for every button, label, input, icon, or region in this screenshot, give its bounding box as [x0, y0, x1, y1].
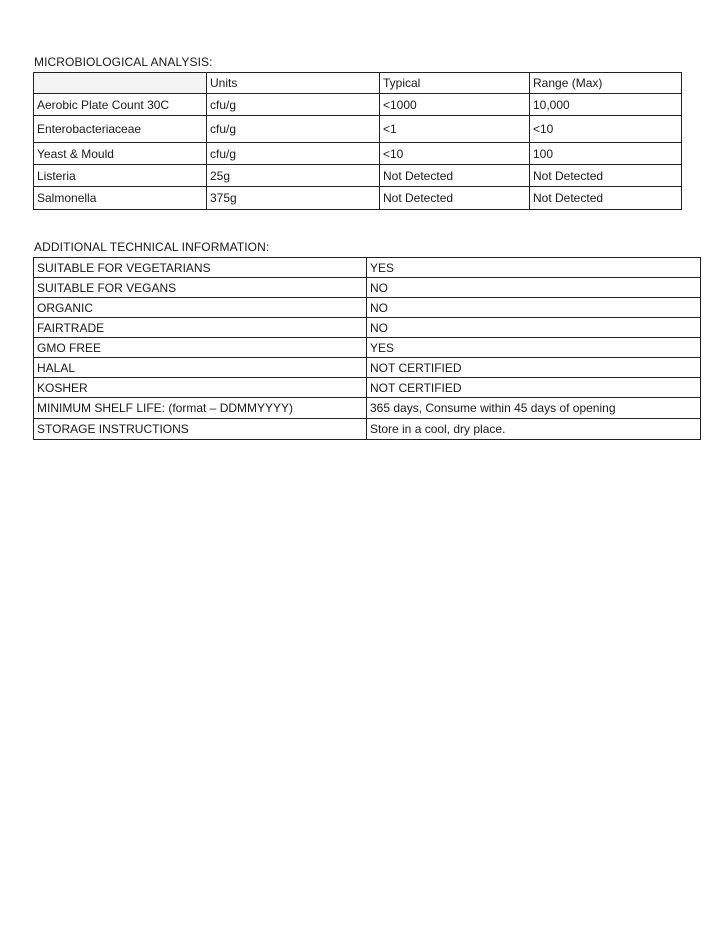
table-row [34, 258, 701, 278]
table-cell: Not Detected [380, 187, 530, 210]
technical-information-table [33, 257, 701, 440]
table-cell: Not Detected [380, 165, 530, 187]
table-cell-key: STORAGE INSTRUCTIONS [34, 419, 367, 440]
table-cell: Not Detected [530, 187, 682, 210]
table-cell: <1 [380, 116, 530, 143]
table-cell-value: NO [367, 278, 701, 298]
table-row [34, 94, 682, 116]
table-cell-key: MINIMUM SHELF LIFE: (format – DDMMYYYY) [34, 398, 367, 419]
table-cell: 10,000 [530, 94, 682, 116]
table-cell: <10 [380, 143, 530, 165]
table-cell: Salmonella [34, 187, 207, 210]
table-cell-key: SUITABLE FOR VEGANS [34, 278, 367, 298]
table-row [34, 187, 682, 210]
table-cell-value: NOT CERTIFIED [367, 378, 701, 398]
table-cell: Aerobic Plate Count 30C [34, 94, 207, 116]
table-cell-key: HALAL [34, 358, 367, 378]
table-cell-value: YES [367, 258, 701, 278]
table-cell: 100 [530, 143, 682, 165]
table-row [34, 378, 701, 398]
table-row [34, 398, 701, 419]
table-row [34, 143, 682, 165]
technical-information-title: ADDITIONAL TECHNICAL INFORMATION: [34, 240, 270, 254]
table-cell: 375g [207, 187, 380, 210]
table-cell-value: Store in a cool, dry place. [367, 419, 701, 440]
table-cell-key: KOSHER [34, 378, 367, 398]
table-header-cell: Units [207, 73, 380, 94]
microbiological-analysis-title: MICROBIOLOGICAL ANALYSIS: [34, 55, 213, 69]
table-cell-value: NOT CERTIFIED [367, 358, 701, 378]
table-cell: Listeria [34, 165, 207, 187]
table-row [34, 116, 682, 143]
table-cell-key: FAIRTRADE [34, 318, 367, 338]
table-header-cell: Typical [380, 73, 530, 94]
microbiological-analysis-table [33, 72, 682, 210]
table-header-row [34, 73, 682, 94]
table-cell: 25g [207, 165, 380, 187]
table-cell: <10 [530, 116, 682, 143]
table-cell: cfu/g [207, 94, 380, 116]
table-cell: Yeast & Mould [34, 143, 207, 165]
table-cell-value: NO [367, 298, 701, 318]
table-cell-value: NO [367, 318, 701, 338]
table-row [34, 298, 701, 318]
table-row [34, 165, 682, 187]
table-cell-key: ORGANIC [34, 298, 367, 318]
table-cell: <1000 [380, 94, 530, 116]
table-header-cell: Range (Max) [530, 73, 682, 94]
table-cell-value: 365 days, Consume within 45 days of opening [367, 398, 701, 419]
table-cell-key: GMO FREE [34, 338, 367, 358]
table-row [34, 358, 701, 378]
table-cell: Not Detected [530, 165, 682, 187]
table-cell-value: YES [367, 338, 701, 358]
table-cell-key: SUITABLE FOR VEGETARIANS [34, 258, 367, 278]
table-cell: cfu/g [207, 116, 380, 143]
table-row [34, 419, 701, 440]
table-row [34, 318, 701, 338]
table-row [34, 278, 701, 298]
table-cell: cfu/g [207, 143, 380, 165]
table-header-cell [34, 73, 207, 94]
table-row [34, 338, 701, 358]
table-cell: Enterobacteriaceae [34, 116, 207, 143]
